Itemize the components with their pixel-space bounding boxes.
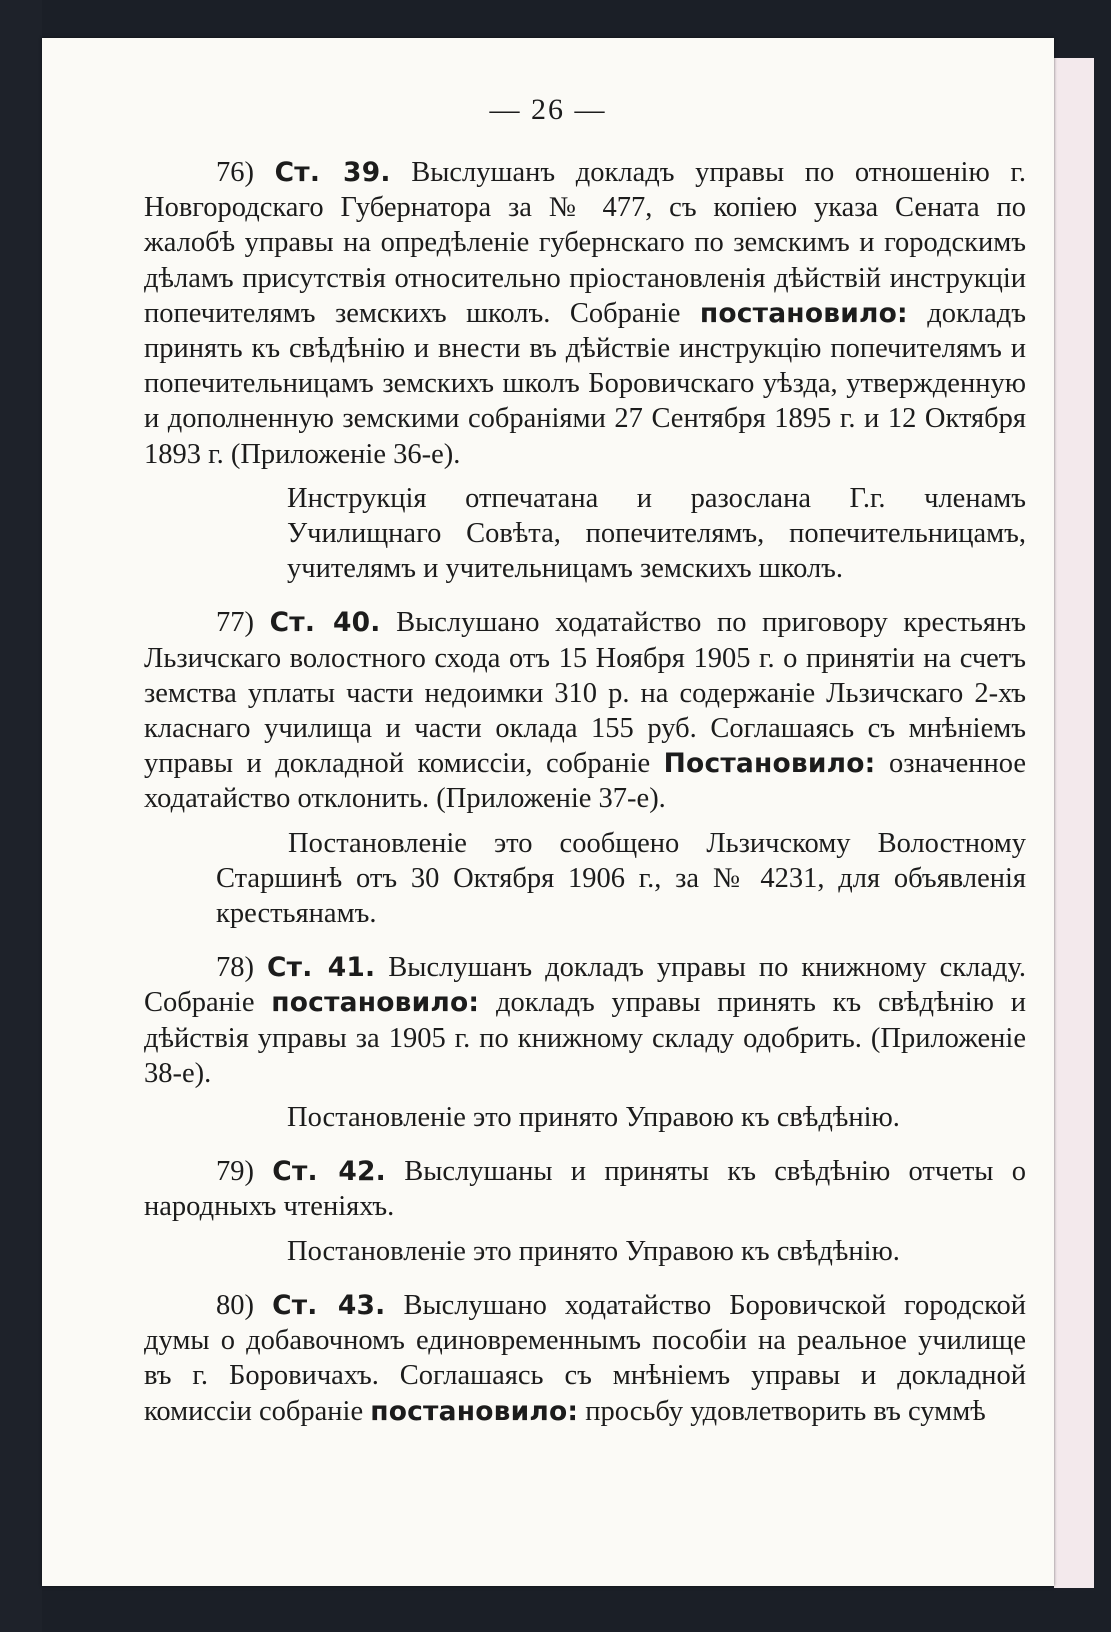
decision-word: Постановило: <box>663 748 876 780</box>
item-number: 76) <box>216 157 254 188</box>
article-note: Постановленіе это принято Управою къ свѣдѣнію. <box>287 1235 900 1267</box>
article-paragraph-80 <box>144 1288 1026 1429</box>
article-text: Выслушанъ докладъ управы по книжному складу. Собраніе <box>144 952 1026 1019</box>
article-paragraph-76 <box>144 155 1026 472</box>
article-note: Постановленіе это сообщено Льзичскому Волостному Старшинѣ отъ 30 Октября 1906 г., за № 4231, для объявленія крестьянамъ. <box>216 827 1026 930</box>
article-paragraph-79 <box>144 1154 1026 1224</box>
item-number: 80) <box>216 1289 254 1321</box>
article-text: Выслушано ходатайство Боровичской городской думы о добавочномъ единовременнымъ пособіи на реальное училище въ г. Боровичахъ. Соглашаясь съ мнѣніемъ управы и докладной комиссіи собраніе <box>144 1289 1027 1427</box>
item-number: 78) <box>216 952 254 984</box>
item-number: 79) <box>216 1156 254 1188</box>
article-note: Инструкція отпечатана и разослана Г.г. членамъ Училищнаго Совѣта, попечителямъ, попечительницамъ, учителямъ и учительницамъ земскихъ школъ. <box>287 482 1026 585</box>
page-number: — 26 — <box>489 93 607 126</box>
adjacent-page-edge <box>1054 58 1094 1588</box>
decision-word: постановило: <box>699 297 908 329</box>
article-paragraph-77 <box>144 605 1026 816</box>
document-page <box>42 38 1054 1586</box>
article-heading: Ст. 41. <box>267 952 376 984</box>
article-text: докладъ управы принять къ свѣдѣнію и дѣйствія управы за 1905 г. по книжному складу одобрить. (Приложеніе 38-е). <box>144 987 1026 1089</box>
article-heading: Ст. 43. <box>272 1289 386 1321</box>
decision-word: постановило: <box>271 987 480 1019</box>
article-text: Выслушаны и приняты къ свѣдѣнію отчеты о народныхъ чтеніяхъ. <box>144 1156 1026 1223</box>
article-heading: Ст. 42. <box>272 1156 386 1188</box>
article-heading: Ст. 39. <box>274 157 391 188</box>
book-spine-shadow <box>0 0 42 1632</box>
article-note: Постановленіе это принято Управою къ свѣдѣнію. <box>287 1102 900 1134</box>
article-text: Выслушано ходатайство по приговору крестьянъ Льзичскаго волостного схода отъ 15 Ноября 1905 г. о принятіи на счетъ земства уплаты части недоимки 310 р. на содержаніе Льзичскаго 2-хъ класнаго училища и части оклада 155 руб. Соглашаясь съ мнѣніемъ управы и докладной комиссіи, собраніе <box>144 607 1027 780</box>
article-paragraph-78 <box>144 950 1026 1091</box>
article-text: просьбу удовлетворить въ суммѣ <box>578 1395 986 1427</box>
background-strip <box>1094 58 1111 1588</box>
article-heading: Ст. 40. <box>269 607 381 639</box>
article-text: докладъ принять къ свѣдѣнію и внести въ дѣйствіе инструкцію попечителямъ и попечительницамъ земскихъ школъ Боровичскаго уѣзда, утвержденную и дополненную земскими собраніями 27 Сентября 1895 г. и 12 Октября 1893 г. (Приложеніе 36-е). <box>144 297 1026 470</box>
page-body <box>144 155 1026 1429</box>
article-text: означенное ходатайство отклонить. (Приложеніе 37-е). <box>144 748 1026 815</box>
item-number: 77) <box>216 607 254 639</box>
article-text: Выслушанъ докладъ управы по отношенію г. Новгородскаго Губернатора за № 477, съ копіею указа Сената по жалобѣ управы на опредѣленіе губернскаго по земскимъ и городскимъ дѣламъ присутствія относительно пріостановленія дѣйствій инструкціи попечителямъ земскихъ школъ. Собраніе <box>144 157 1026 329</box>
decision-word: постановило: <box>370 1395 579 1427</box>
